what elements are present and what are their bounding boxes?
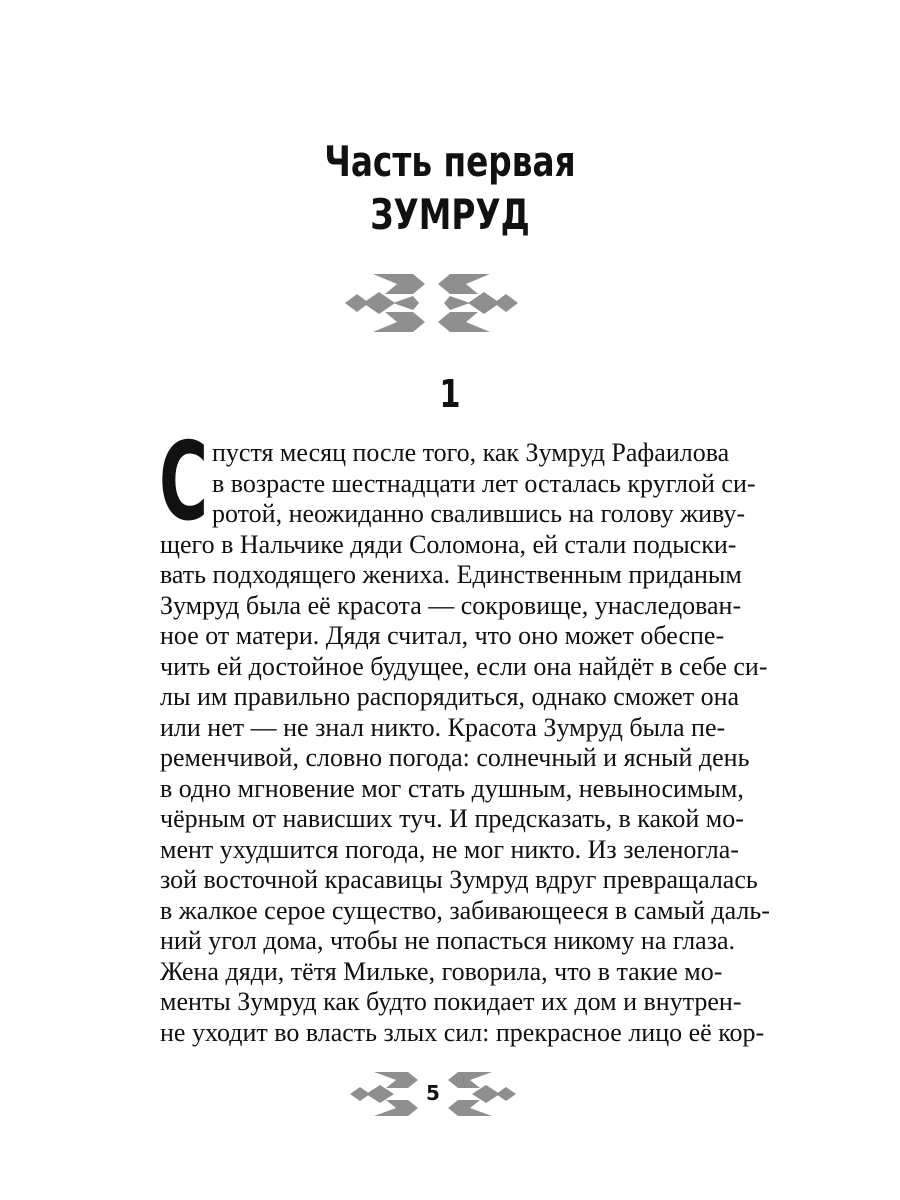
text-line: или нет — не знал никто. Красота Зумруд была пе-: [160, 712, 726, 742]
text-line: мент ухудшится погода, не мог никто. Из зеленогла-: [160, 834, 739, 864]
text-line: ременчивой, словно погода: солнечный и ясный день: [160, 743, 750, 772]
page-number: 5: [426, 1081, 440, 1105]
zigzag-ornament-icon: [343, 272, 520, 334]
text-line: не уходит во власть злых сил: прекрасное лицо её кор-: [160, 1017, 765, 1047]
part-name: ЗУМРУД: [370, 190, 530, 239]
chapter-number: 1: [439, 372, 461, 416]
drop-cap: С: [159, 420, 209, 545]
text-line: зой восточной красавицы Зумруд вдруг превращалась: [160, 865, 758, 894]
text-line: чить ей достойное будущее, если она найдёт в себе си-: [160, 651, 768, 681]
text-line: в жалкое серое существо, забивающееся в самый даль-: [160, 895, 770, 925]
text-line: чёрным от нависших туч. И предсказать, в какой мо-: [160, 804, 744, 833]
text-line: вать подходящего жениха. Единственным приданым: [160, 560, 742, 589]
text-line: в возрасте шестнадцати лет осталась круглой си-: [212, 468, 756, 498]
text-line: ротой, неожиданно свалившись на голову живу-: [212, 499, 746, 528]
text-line: щего в Нальчике дяди Соломона, ей стали подыски-: [160, 529, 737, 559]
text-line: ний угол дома, чтобы не попасться никому на глаза.: [160, 926, 736, 955]
text-line: пустя месяц после того, как Зумруд Рафаилова: [212, 438, 730, 467]
text-line: Зумруд была её красота — сокровище, унаследован-: [160, 590, 742, 620]
text-line: в одно мгновение мог стать душным, невыносимым,: [160, 773, 744, 803]
text-line: ное от матери. Дядя считал, что оно может обеспе-: [160, 621, 725, 650]
part-title: Часть первая: [324, 137, 576, 186]
text-line: Жена дяди, тётя Мильке, говорила, что в такие мо-: [160, 956, 723, 986]
text-line: лы им правильно распорядиться, однако сможет она: [160, 682, 740, 711]
text-line: менты Зумруд как будто покидает их дом и внутрен-: [160, 987, 742, 1016]
